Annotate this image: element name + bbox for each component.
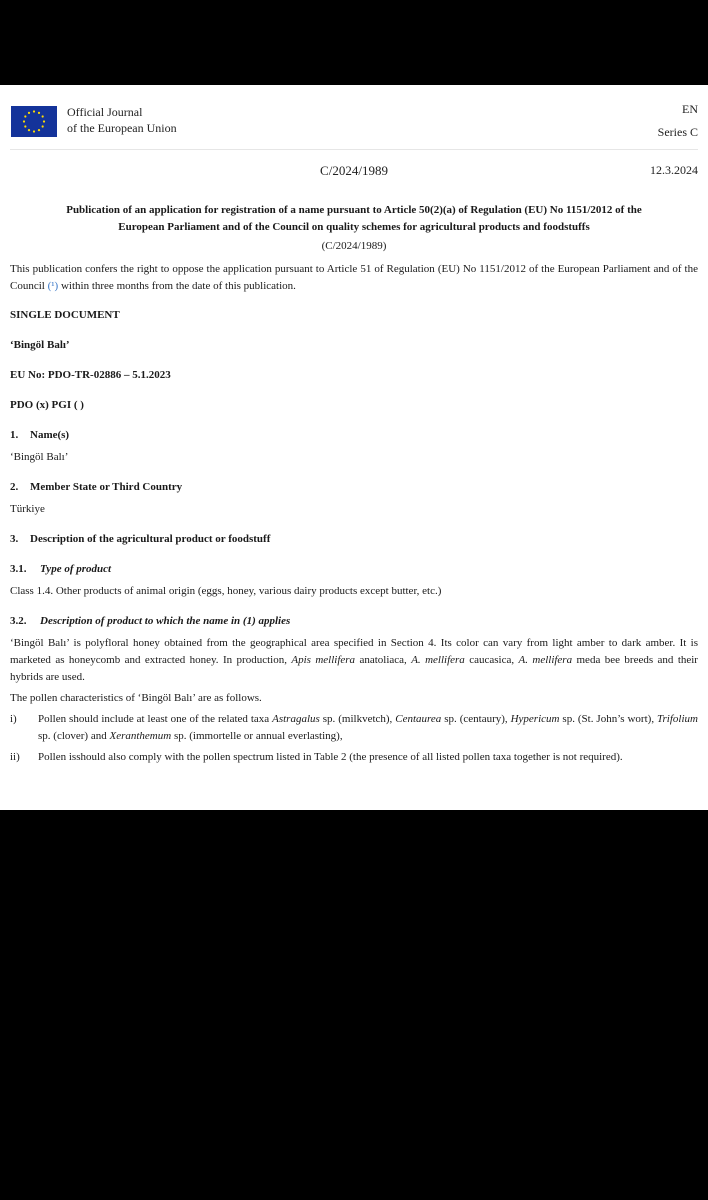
- section-number: 3.2.: [10, 615, 27, 627]
- product-description: [10, 635, 698, 686]
- section-3-1-heading: [10, 561, 698, 578]
- flag-star: [42, 115, 44, 117]
- journal-line1: Official Journal: [67, 105, 143, 119]
- list-item: [10, 749, 698, 766]
- intro-text: This publication confers the right to oppose the application pursuant to Article 51 of Regulation (EU) No 1151/2012 of the European Parliament and of the Council: [10, 263, 698, 292]
- taxon-name: Astragalus: [272, 713, 320, 725]
- item-text: sp. (centaury),: [441, 713, 511, 725]
- eu-number: EU No: PDO-TR-02886 – 5.1.2023: [10, 369, 171, 381]
- item-text: sp. (clover) and: [38, 730, 110, 742]
- flag-star: [33, 110, 35, 112]
- intro-paragraph: [10, 261, 698, 295]
- flag-star: [28, 129, 30, 131]
- taxon-name: Trifolium: [657, 713, 698, 725]
- publication-date: 12.3.2024: [650, 163, 698, 177]
- section-number: 2.: [10, 481, 19, 493]
- flag-star: [42, 125, 44, 127]
- taxon-name: Centaurea: [395, 713, 442, 725]
- desc-text: anatoliaca,: [355, 654, 412, 666]
- flag-star: [38, 129, 40, 131]
- document-page: [0, 85, 708, 810]
- species-name: Apis mellifera: [291, 654, 356, 666]
- document-body: [10, 202, 698, 766]
- section-2-heading: [10, 479, 698, 496]
- flag-star: [43, 120, 45, 122]
- footnote-link[interactable]: (¹): [47, 280, 59, 292]
- item-text: sp. (milkvetch),: [319, 713, 396, 725]
- title-reference: (C/2024/1989): [321, 240, 387, 252]
- section-title: Description of the agricultural product or foodstuff: [30, 533, 271, 545]
- flag-star: [24, 125, 26, 127]
- flag-star: [38, 112, 40, 114]
- document-id: C/2024/1989: [320, 163, 388, 178]
- flag-star: [24, 115, 26, 117]
- product-name-heading: ‘Bingöl Balı’: [10, 339, 70, 351]
- document-title: [10, 202, 698, 236]
- item-text: sp. (immortelle or annual everlasting),: [171, 730, 343, 742]
- header-divider: [10, 149, 698, 150]
- intro-text-end: within three months from the date of this publication.: [58, 280, 296, 292]
- series-label: Series C: [657, 125, 698, 139]
- section-3-2-heading: [10, 613, 698, 630]
- species-name: A. mellifera: [411, 654, 465, 666]
- flag-star: [28, 112, 30, 114]
- section-3-1-value: Class 1.4. Other products of animal origin (eggs, honey, various dairy products except butter, etc.): [10, 585, 442, 597]
- section-number: 1.: [10, 429, 19, 441]
- section-number: 3.1.: [10, 563, 27, 575]
- list-item-text: [38, 711, 698, 745]
- list-item-text: Pollen isshould also comply with the pollen spectrum listed in Table 2 (the presence of all listed pollen taxa together is not required).: [38, 751, 623, 763]
- pollen-intro: The pollen characteristics of ‘Bingöl Balı’ are as follows.: [10, 692, 262, 704]
- list-item: [10, 711, 698, 745]
- taxon-name: Hypericum: [510, 713, 560, 725]
- species-name: A. mellifera: [518, 654, 573, 666]
- journal-header: [0, 85, 708, 149]
- desc-text: meda bee breeds and their hybrids are used.: [10, 654, 698, 683]
- section-2-value: Türkiye: [10, 503, 45, 515]
- title-line1: Publication of an application for registration of a name pursuant to Article 50(2)(a) of Regulation (EU) No 1151/2012 of the: [66, 204, 642, 216]
- desc-text: ‘Bingöl Balı’ is polyfloral honey obtained from the geographical area specified in Section 4. Its color can vary from light amber to dark amber. It is marketed as honeycomb and extracted honey. In production,: [10, 637, 698, 666]
- flag-star: [33, 130, 35, 132]
- title-line2: European Parliament and of the Council on quality schemes for agricultural products and foodstuffs: [118, 221, 590, 233]
- journal-line2: of the European Union: [67, 121, 177, 135]
- section-title: Member State or Third Country: [30, 481, 183, 493]
- desc-text: caucasica,: [464, 654, 519, 666]
- section-number: 3.: [10, 533, 19, 545]
- language-code: EN: [682, 102, 698, 116]
- section-1-heading: [10, 427, 698, 444]
- pdo-pgi: PDO (x) PGI ( ): [10, 399, 84, 411]
- item-text: sp. (St. John’s wort),: [559, 713, 658, 725]
- section-title: Name(s): [30, 429, 70, 441]
- section-title: Type of product: [40, 563, 112, 575]
- section-title: Description of product to which the name in (1) applies: [40, 615, 291, 627]
- journal-name: [67, 104, 177, 136]
- flag-star: [23, 120, 25, 122]
- item-text: Pollen should include at least one of the related taxa: [38, 713, 273, 725]
- single-document-heading: SINGLE DOCUMENT: [10, 309, 120, 321]
- list-item-number: i): [10, 713, 17, 725]
- list-item-number: ii): [10, 751, 20, 763]
- taxon-name: Xeranthemum: [109, 730, 172, 742]
- section-1-value: ‘Bingöl Balı’: [10, 451, 69, 463]
- eu-flag-icon: [11, 106, 57, 137]
- section-3-heading: [10, 531, 698, 548]
